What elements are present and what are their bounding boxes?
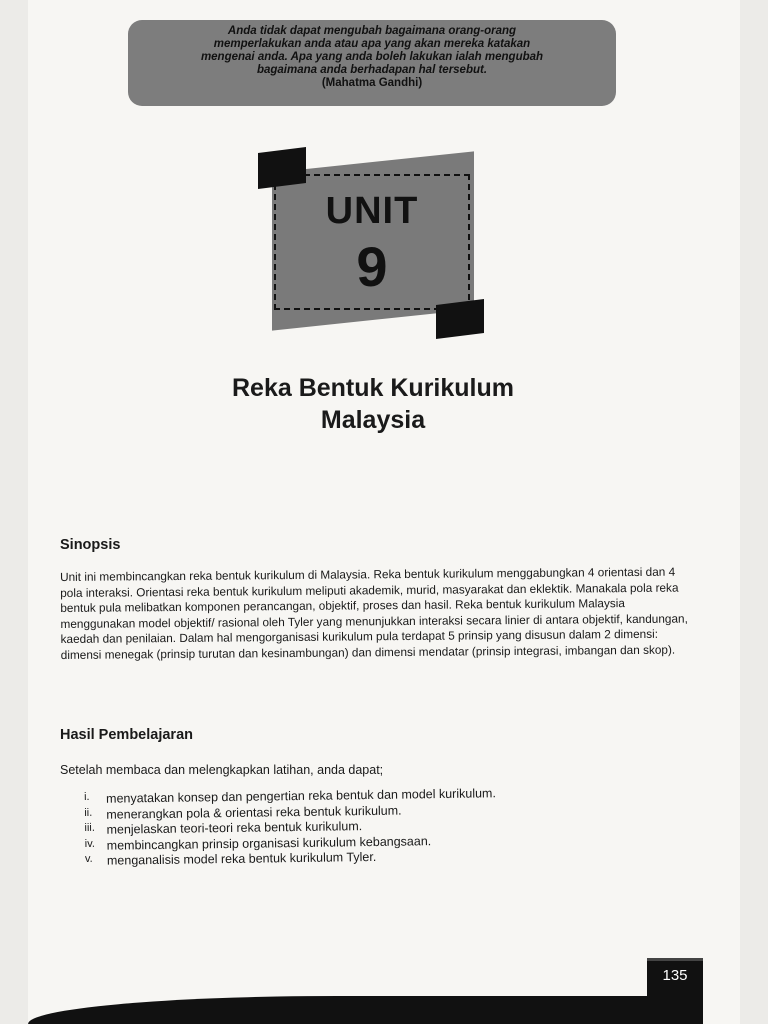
quote-line: mengenai anda. Apa yang anda boleh lakukan ialah mengubah [200, 51, 544, 63]
quote-line: bagaimana anda berhadapan hal tersebut. [256, 64, 488, 76]
page-title-line: Malaysia [320, 406, 426, 434]
quote-line: Anda tidak dapat mengubah bagaimana orang-orang [227, 25, 517, 37]
page-title-line: Reka Bentuk Kurikulum [231, 374, 514, 402]
list-item-number: v. [84, 852, 93, 865]
page-title [150, 372, 596, 436]
list-item-number: ii. [84, 806, 93, 819]
list-item-number: iv. [84, 837, 95, 850]
sinopsis-body: Unit ini membincangkan reka bentuk kurikulum di Malaysia. Reka bentuk kurikulum menggabungkan 4 orientasi dan 4 pola interaksi. Orientasi reka bentuk kurikulum meliputi akademik, murid, masyarakat dan eklektik. Manakala pola reka bentuk pula melibatkan komponen perancangan, objektif, proses dan hasil. Reka bentuk kurikulum Malaysia menggunakan model objektif/ rasional oleh Tyler yang menunjukkan interaksi secara linier di antara objektif, kandungan, kaedah dan penilaian. Dalam hal mengorganisasi kurikulum pula terdapat 5 prinsip yang disusun dalam 2 dimensi: dimensi menegak (prinsip turutan dan kesinambungan) dan dimensi mendatar (prinsip integrasi, imbangan dan skop). [60, 564, 688, 662]
unit-badge [256, 146, 488, 340]
unit-number: 9 [356, 235, 388, 298]
list-item-text: menerangkan pola & orientasi reka bentuk kurikulum. [106, 803, 402, 822]
list-item-text: menyatakan konsep dan pengertian reka bentuk dan model kurikulum. [105, 786, 496, 806]
quote-box [128, 20, 616, 106]
list-item-text: membincangkan prinsip organisasi kurikulum kebangsaan. [106, 833, 432, 853]
list-item-number: iii. [84, 821, 95, 834]
sinopsis-heading: Sinopsis [60, 537, 121, 553]
page-number: 135 [647, 958, 703, 1024]
list-item-text: menganalisis model reka bentuk kurikulum Tyler. [106, 849, 377, 868]
list-item-number: i. [83, 790, 90, 803]
unit-label: UNIT [325, 190, 419, 232]
quote-author: (Mahatma Gandhi) [321, 77, 423, 89]
learning-outcomes-list [84, 785, 605, 870]
hasil-heading: Hasil Pembelajaran [60, 727, 193, 743]
list-item-text: menjelaskan teori-teori reka bentuk kurikulum. [106, 819, 363, 837]
quote-line: memperlakukan anda atau apa yang akan mereka katakan [213, 38, 531, 50]
hasil-intro: Setelah membaca dan melengkapkan latihan, anda dapat; [60, 763, 384, 777]
